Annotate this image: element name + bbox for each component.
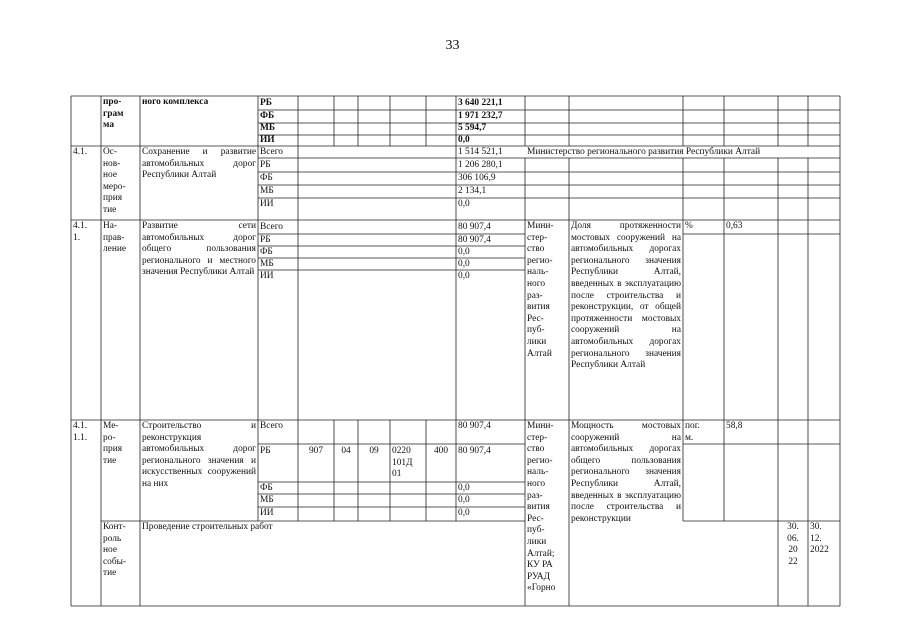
amount-value: 80 907,4 bbox=[458, 235, 491, 245]
source-label: Всего bbox=[260, 147, 283, 157]
budget-code-section: 04 bbox=[341, 446, 351, 456]
source-label: МБ bbox=[260, 123, 276, 133]
amount-value: 1 971 232,7 bbox=[458, 111, 503, 121]
control-date-end: 30. 12. 2022 bbox=[810, 522, 829, 556]
source-label: РБ bbox=[260, 98, 272, 108]
programme-title: ного комплекса bbox=[142, 97, 209, 107]
source-label: ИИ bbox=[260, 508, 274, 518]
source-label: РБ bbox=[260, 235, 271, 245]
indicator-value: 58,8 bbox=[726, 421, 743, 431]
indicator-value: 0,63 bbox=[726, 221, 743, 231]
amount-value: 80 907,4 bbox=[458, 222, 491, 232]
page-number: 33 bbox=[445, 38, 460, 53]
row-number: 4.1. bbox=[73, 147, 88, 157]
amount-value: 0,0 bbox=[458, 259, 470, 269]
amount-value: 2 134,1 bbox=[458, 186, 487, 196]
row-indicator: Доля протяженности мостовых сооружений на автомобильных дорогах регионального значения Республики Алтай, введенных в эксплуатацию после строительства и реконструкции, от общей протяженности мостовых сооружений на автомобильных дорогах регионального значения Республики Алтай bbox=[571, 221, 681, 371]
amount-value: 1 514 521,1 bbox=[458, 147, 503, 157]
row-indicator: Мощность мостовых сооружений на автомобильных дорогах общего пользования регионального значения Республики Алтай, введенных в эксплуатацию после строительства и реконструкции bbox=[571, 421, 681, 524]
row-executor: Министерство регионального развития Республики Алтай bbox=[527, 147, 761, 157]
row-title: Развитие сети автомобильных дорог общего пользования регионального и местного значения Республики Алтай bbox=[142, 221, 256, 278]
amount-value: 0,0 bbox=[458, 271, 470, 281]
amount-value: 0,0 bbox=[458, 135, 470, 145]
indicator-unit: % bbox=[685, 221, 693, 231]
source-label: ФБ bbox=[260, 483, 273, 493]
budget-code-expense-type: 400 bbox=[433, 446, 449, 456]
source-label: МБ bbox=[260, 259, 274, 269]
row-title: Проведение строительных работ bbox=[142, 522, 273, 532]
amount-value: 0,0 bbox=[458, 247, 470, 257]
amount-value: 0,0 bbox=[458, 483, 470, 493]
source-label: ФБ bbox=[260, 173, 273, 183]
source-label: ИИ bbox=[260, 135, 275, 145]
amount-value: 80 907,4 bbox=[458, 446, 491, 456]
row-type: Ме- ро- прия тие bbox=[103, 421, 123, 466]
source-label: МБ bbox=[260, 186, 274, 196]
row-type: Ос- нов- ное меро- прия тие bbox=[103, 147, 126, 215]
budget-code-ministry: 907 bbox=[308, 446, 324, 456]
source-label: ИИ bbox=[260, 199, 274, 209]
source-label: РБ bbox=[260, 446, 271, 456]
source-label: Всего bbox=[260, 222, 283, 232]
amount-value: 0,0 bbox=[458, 495, 470, 505]
row-type: Конт- роль ное собы- тие bbox=[103, 522, 127, 579]
budget-code-subsection: 09 bbox=[369, 446, 379, 456]
source-label: ИИ bbox=[260, 271, 274, 281]
amount-value: 0,0 bbox=[458, 508, 470, 518]
amount-value: 3 640 221,1 bbox=[458, 98, 503, 108]
budget-code-target: 0220 101Д 01 bbox=[392, 446, 413, 480]
row-executor: Мини- стер- ство регио- наль- ного раз- вития Рес- пуб- лики Алтай; КУ РА РУАД «Горно bbox=[527, 421, 556, 594]
row-executor: Мини- стер- ство регио- наль- ного раз- вития Рес- пуб- лики Алтай bbox=[527, 221, 554, 359]
amount-value: 306 106,9 bbox=[458, 173, 496, 183]
source-label: РБ bbox=[260, 160, 271, 170]
row-type: На- прав- ление bbox=[103, 221, 127, 255]
row-number: 4.1. 1.1. bbox=[73, 421, 88, 443]
source-label: ФБ bbox=[260, 111, 275, 121]
source-label: ФБ bbox=[260, 247, 273, 257]
amount-value: 0,0 bbox=[458, 199, 470, 209]
control-date-start: 30. 06. 20 22 bbox=[787, 522, 799, 567]
source-label: МБ bbox=[260, 495, 274, 505]
row-title: Сохранение и развитие автомобильных дорог Республики Алтай bbox=[142, 147, 256, 181]
row-number: 4.1. 1. bbox=[73, 221, 88, 243]
programme-type: про- грам ма bbox=[103, 97, 124, 131]
amount-value: 80 907,4 bbox=[458, 421, 491, 431]
indicator-unit: пог. м. bbox=[685, 421, 700, 443]
amount-value: 1 206 280,1 bbox=[458, 160, 503, 170]
amount-value: 5 594,7 bbox=[458, 123, 487, 133]
row-title: Строительство и реконструкция автомобильных дорог регионального значения и искусственных сооружений на них bbox=[142, 421, 256, 489]
source-label: Всего bbox=[260, 421, 283, 431]
